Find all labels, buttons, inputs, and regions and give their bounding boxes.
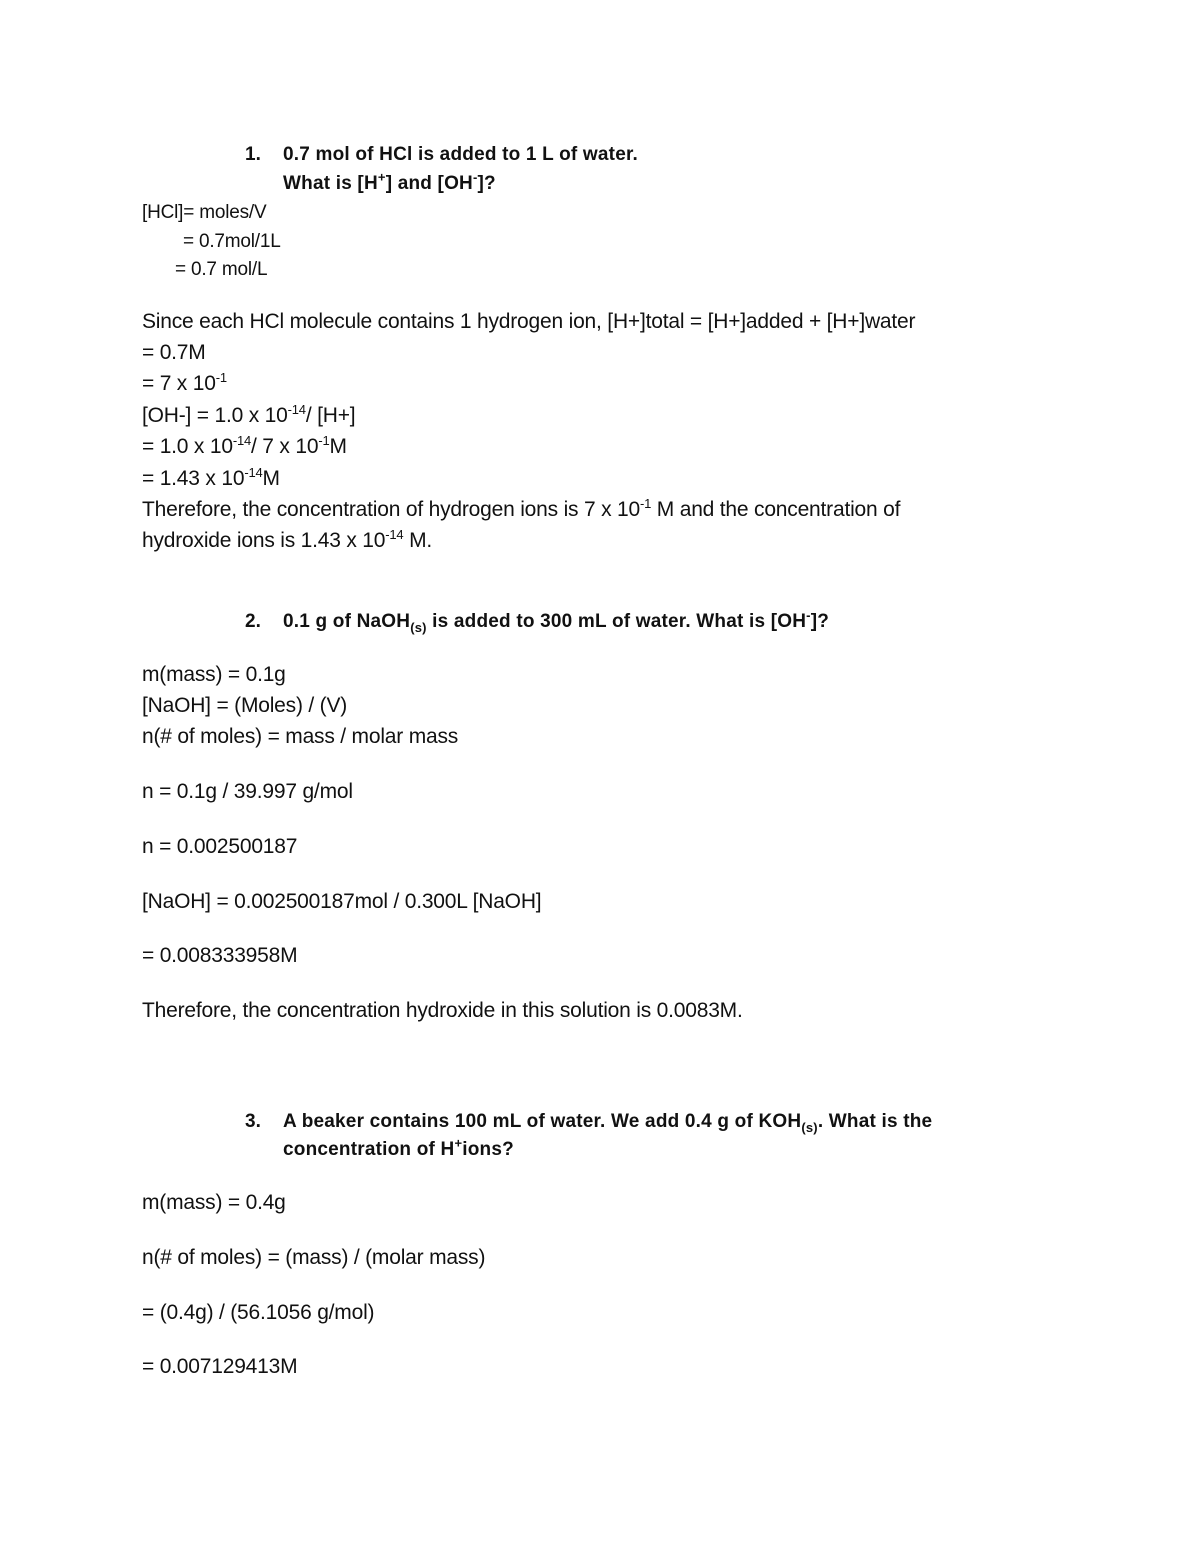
q1-line-5: = 1.43 x $10^{-14}M$ xyxy=(142,465,280,490)
q3-line-2: n(# of moles) = (mass) / (molar mass) xyxy=(142,1246,486,1269)
q1-number: 1. xyxy=(245,144,261,165)
q1-conclusion-1: Therefore, the concentration of hydrogen ions is 7 x $10^{-1}$ M and the concentration of xyxy=(142,496,901,521)
q1-conclusion-2: hydroxide ions is 1.43 x $10^{-14}$ M. xyxy=(142,527,433,552)
q2-line-6: [NaOH] = 0.002500187mol / 0.300L [NaOH] xyxy=(142,890,542,913)
q1-since: Since each HCl molecule contains 1 hydrogen ion, [H+]total = [H+]added + [H+]water xyxy=(142,310,916,333)
q3-heading-2: concentration of H+ions? xyxy=(283,1135,514,1160)
q3-number: 3. xyxy=(245,1111,261,1132)
q2-line-2: [NaOH] = (Moles) / (V) xyxy=(142,694,348,717)
q1-heading: 0.7 mol of HCl is added to 1 L of water. xyxy=(283,144,638,165)
q1-line-2: = 7 x $10^{-1}$ xyxy=(142,370,227,395)
q1-line-1: = 0.7M xyxy=(142,341,206,364)
q3-line-1: m(mass) = 0.4g xyxy=(142,1191,286,1214)
q2-line-3: n(# of moles) = mass / molar mass xyxy=(142,725,459,748)
q1-calc-3: = 0.7 mol/L xyxy=(175,259,268,280)
q2-line-1: m(mass) = 0.1g xyxy=(142,663,286,686)
q2-conclusion: Therefore, the concentration hydroxide in this solution is 0.0083M. xyxy=(142,999,743,1022)
q3-line-4: = 0.007129413M xyxy=(142,1355,298,1378)
q1-calc-1: [HCl]= moles/V xyxy=(142,202,267,223)
q2-line-7: = 0.008333958M xyxy=(142,944,298,967)
q2-number: 2. xyxy=(245,611,261,632)
q1-question: What is [H+] and [OH-]? xyxy=(283,169,496,194)
q1-calc-2: = 0.7mol/1L xyxy=(183,231,281,252)
q1-line-4: = 1.0 x $10^{-14}/$ 7 x $10^{-1}M$ xyxy=(142,433,347,458)
q3-line-3: = (0.4g) / (56.1056 g/mol) xyxy=(142,1301,375,1324)
q3-heading-1: A beaker contains 100 mL of water. We add 0.4 g of $KOH_{(s)}$. What is the xyxy=(283,1111,933,1135)
q1-line-3: [OH-] = 1.0 x $10^{-14}/$ [H+] xyxy=(142,402,356,427)
q2-line-5: n = 0.002500187 xyxy=(142,835,298,858)
q2-heading: 0.1 g of NaOH$_{(s)}$ is added to 300 mL of water. What is [OH-]? xyxy=(283,607,830,635)
q2-line-4: n = 0.1g / 39.997 g/mol xyxy=(142,780,353,803)
